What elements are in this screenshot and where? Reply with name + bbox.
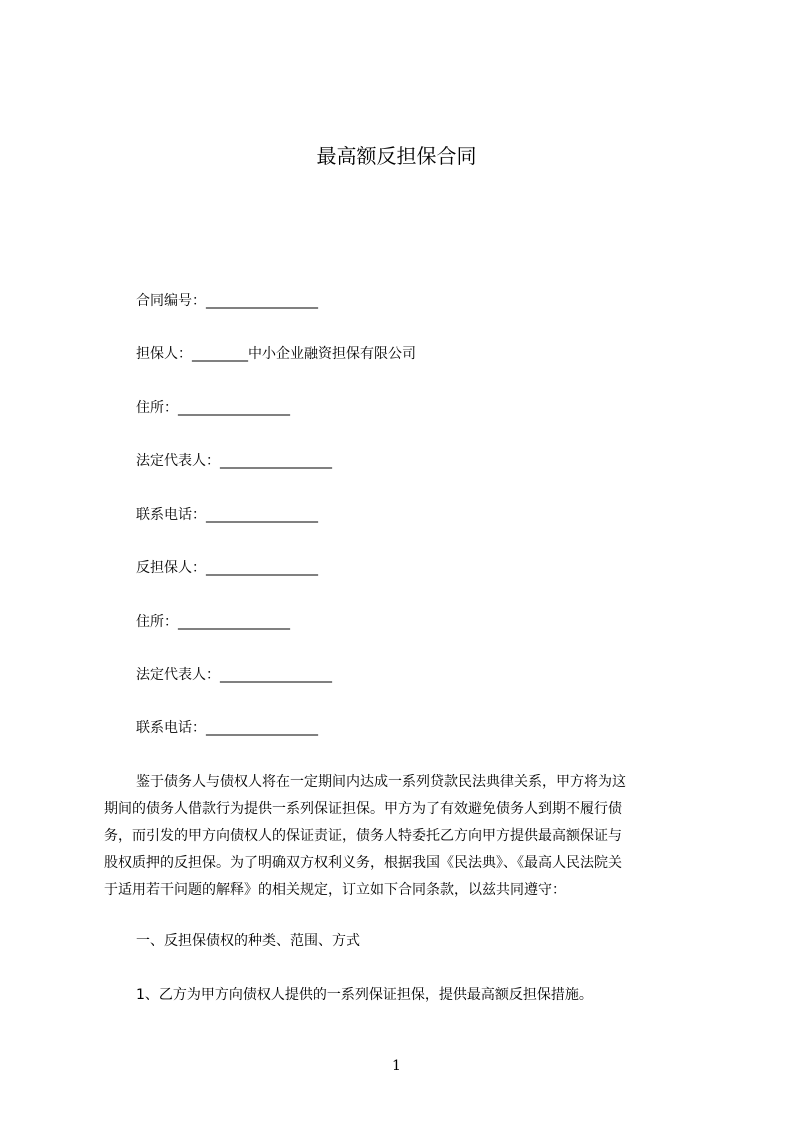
guarantor-legal-rep-field: 法定代表人：________________ xyxy=(136,453,332,469)
counter-guarantor-address-field: 住所：________________ xyxy=(136,614,290,630)
section-heading: 一、反担保债权的种类、范围、方式 xyxy=(136,933,360,949)
document-title: 最高额反担保合同 xyxy=(316,144,477,168)
clause-1: 1、乙方为甲方向债权人提供的一系列保证担保，提供最高额反担保措施。 xyxy=(136,987,593,1003)
counter-guarantor-legal-rep-field: 法定代表人：________________ xyxy=(136,667,332,683)
contract-number-field: 合同编号：________________ xyxy=(136,293,318,309)
guarantor-field: 担保人：________中小企业融资担保有限公司 xyxy=(136,346,416,362)
intro-paragraph xyxy=(104,769,700,904)
counter-guarantor-phone-field: 联系电话：________________ xyxy=(136,720,318,736)
intro-line: 股权质押的反担保。为了明确双方权利义务，根据我国《民法典》、《最高人民法院关 xyxy=(104,855,622,871)
intro-line: 期间的债务人借款行为提供一系列保证担保。甲方为了有效避免债务人到期不履行债 xyxy=(104,801,622,817)
guarantor-phone-field: 联系电话：________________ xyxy=(136,507,318,523)
intro-line: 鉴于债务人与债权人将在一定期间内达成一系列贷款民法典律关系，甲方将为这 xyxy=(136,774,626,790)
guarantor-address-field: 住所：________________ xyxy=(136,400,290,416)
intro-line: 务，而引发的甲方向债权人的保证责证，债务人特委托乙方向甲方提供最高额保证与 xyxy=(104,828,622,844)
page-number: 1 xyxy=(392,1058,401,1074)
intro-line: 于适用若干问题的解释》的相关规定，订立如下合同条款，以兹共同遵守： xyxy=(104,882,566,898)
counter-guarantor-field: 反担保人：________________ xyxy=(136,560,318,576)
